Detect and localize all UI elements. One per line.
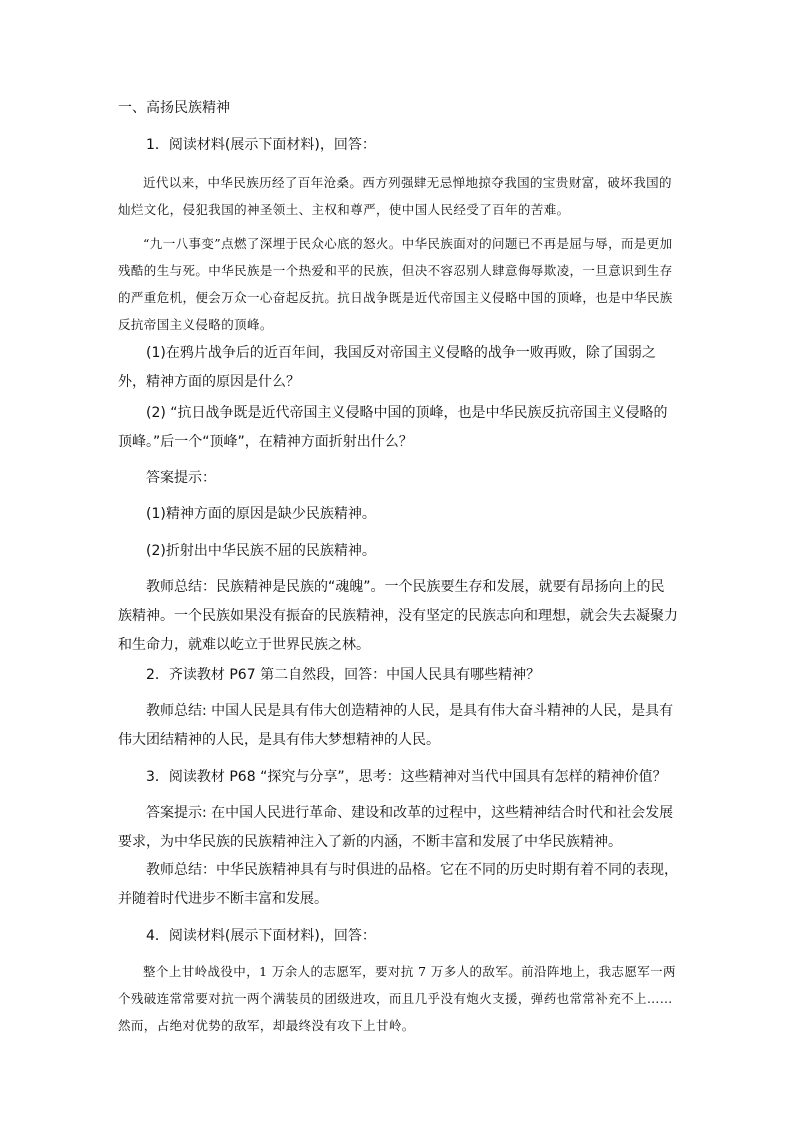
q2-teacher-summary: 教师总结: 中国人民是具有伟大创造精神的人民，是具有伟大奋斗精神的人民，是具有伟大团结精神的人民，是具有伟大梦想精神的人民。 [118, 703, 674, 748]
section-heading: 一、高扬民族精神 [118, 100, 230, 116]
q1-material-paragraph-1: 近代以来，中华民族历经了百年沧桑。西方列强肆无忌惮地掠夺我国的宝贵财富，破坏我国的灿烂文化，侵犯我国的神圣领土、主权和尊严，使中国人民经受了百年的苦难。 [118, 175, 672, 217]
q1-teacher-summary: 教师总结：民族精神是民族的“魂魄”。一个民族要生存和发展，就要有昂扬向上的民族精神。一个民族如果没有振奋的民族精神，没有坚定的民族志向和理想，就会失去凝聚力和生命力，就难以屹立于世界民族之林。 [118, 579, 678, 653]
q3-prompt: 3．阅读教材 P68 “探究与分享”，思考：这些精神对当代中国具有怎样的精神价值？ [146, 769, 667, 785]
q1-sub-question-2: (2) “抗日战争既是近代帝国主义侵略中国的顶峰，也是中华民族反抗帝国主义侵略的顶峰。”后一个“顶峰”，在精神方面折射出什么？ [118, 405, 668, 450]
q1-sub-question-1: (1)在鸦片战争后的近百年间，我国反对帝国主义侵略的战争一败再败，除了国弱之外，精神方面的原因是什么？ [118, 345, 656, 390]
q4-prompt: 4．阅读材料(展示下面材料)，回答： [146, 928, 376, 944]
q3-answer: 答案提示: 在中国人民进行革命、建设和改革的过程中，这些精神结合时代和社会发展要求，为中华民族的民族精神注入了新的内涵，不断丰富和发展了中华民族精神。 [118, 805, 674, 850]
q1-prompt: 1．阅读材料(展示下面材料)，回答： [146, 137, 376, 153]
q2-prompt: 2．齐读教材 P67 第二自然段，回答：中国人民具有哪些精神？ [146, 667, 541, 683]
q1-answer-label: 答案提示： [146, 470, 216, 486]
q1-answer-1: (1)精神方面的原因是缺少民族精神。 [146, 506, 376, 522]
q1-answer-2: (2)折射出中华民族不屈的民族精神。 [146, 543, 376, 559]
q1-material-paragraph-2: “九一八事变”点燃了深埋于民众心底的怒火。中华民族面对的问题已不再是屈与辱，而是更加残酷的生与死。中华民族是一个热爱和平的民族，但决不容忍别人肆意侮辱欺凌，一旦意识到生存的严重危机，便会万众一心奋起反抗。抗日战争既是近代帝国主义侵略中国的顶峰，也是中华民族反抗帝国主义侵略的顶峰。 [118, 236, 673, 332]
q3-teacher-summary: 教师总结：中华民族精神具有与时俱进的品格。它在不同的历史时期有着不同的表现，并随着时代进步不断丰富和发展。 [118, 862, 678, 907]
q4-material: 整个上甘岭战役中，1 万余人的志愿军，要对抗 7 万多人的敌军。前沿阵地上，我志愿军一两个残破连常常要对抗一两个满装员的团级进攻，而且几乎没有炮火支援，弹药也常常补充不上……然而，占绝对优势的敌军，却最终没有攻下上甘岭。 [118, 964, 676, 1033]
